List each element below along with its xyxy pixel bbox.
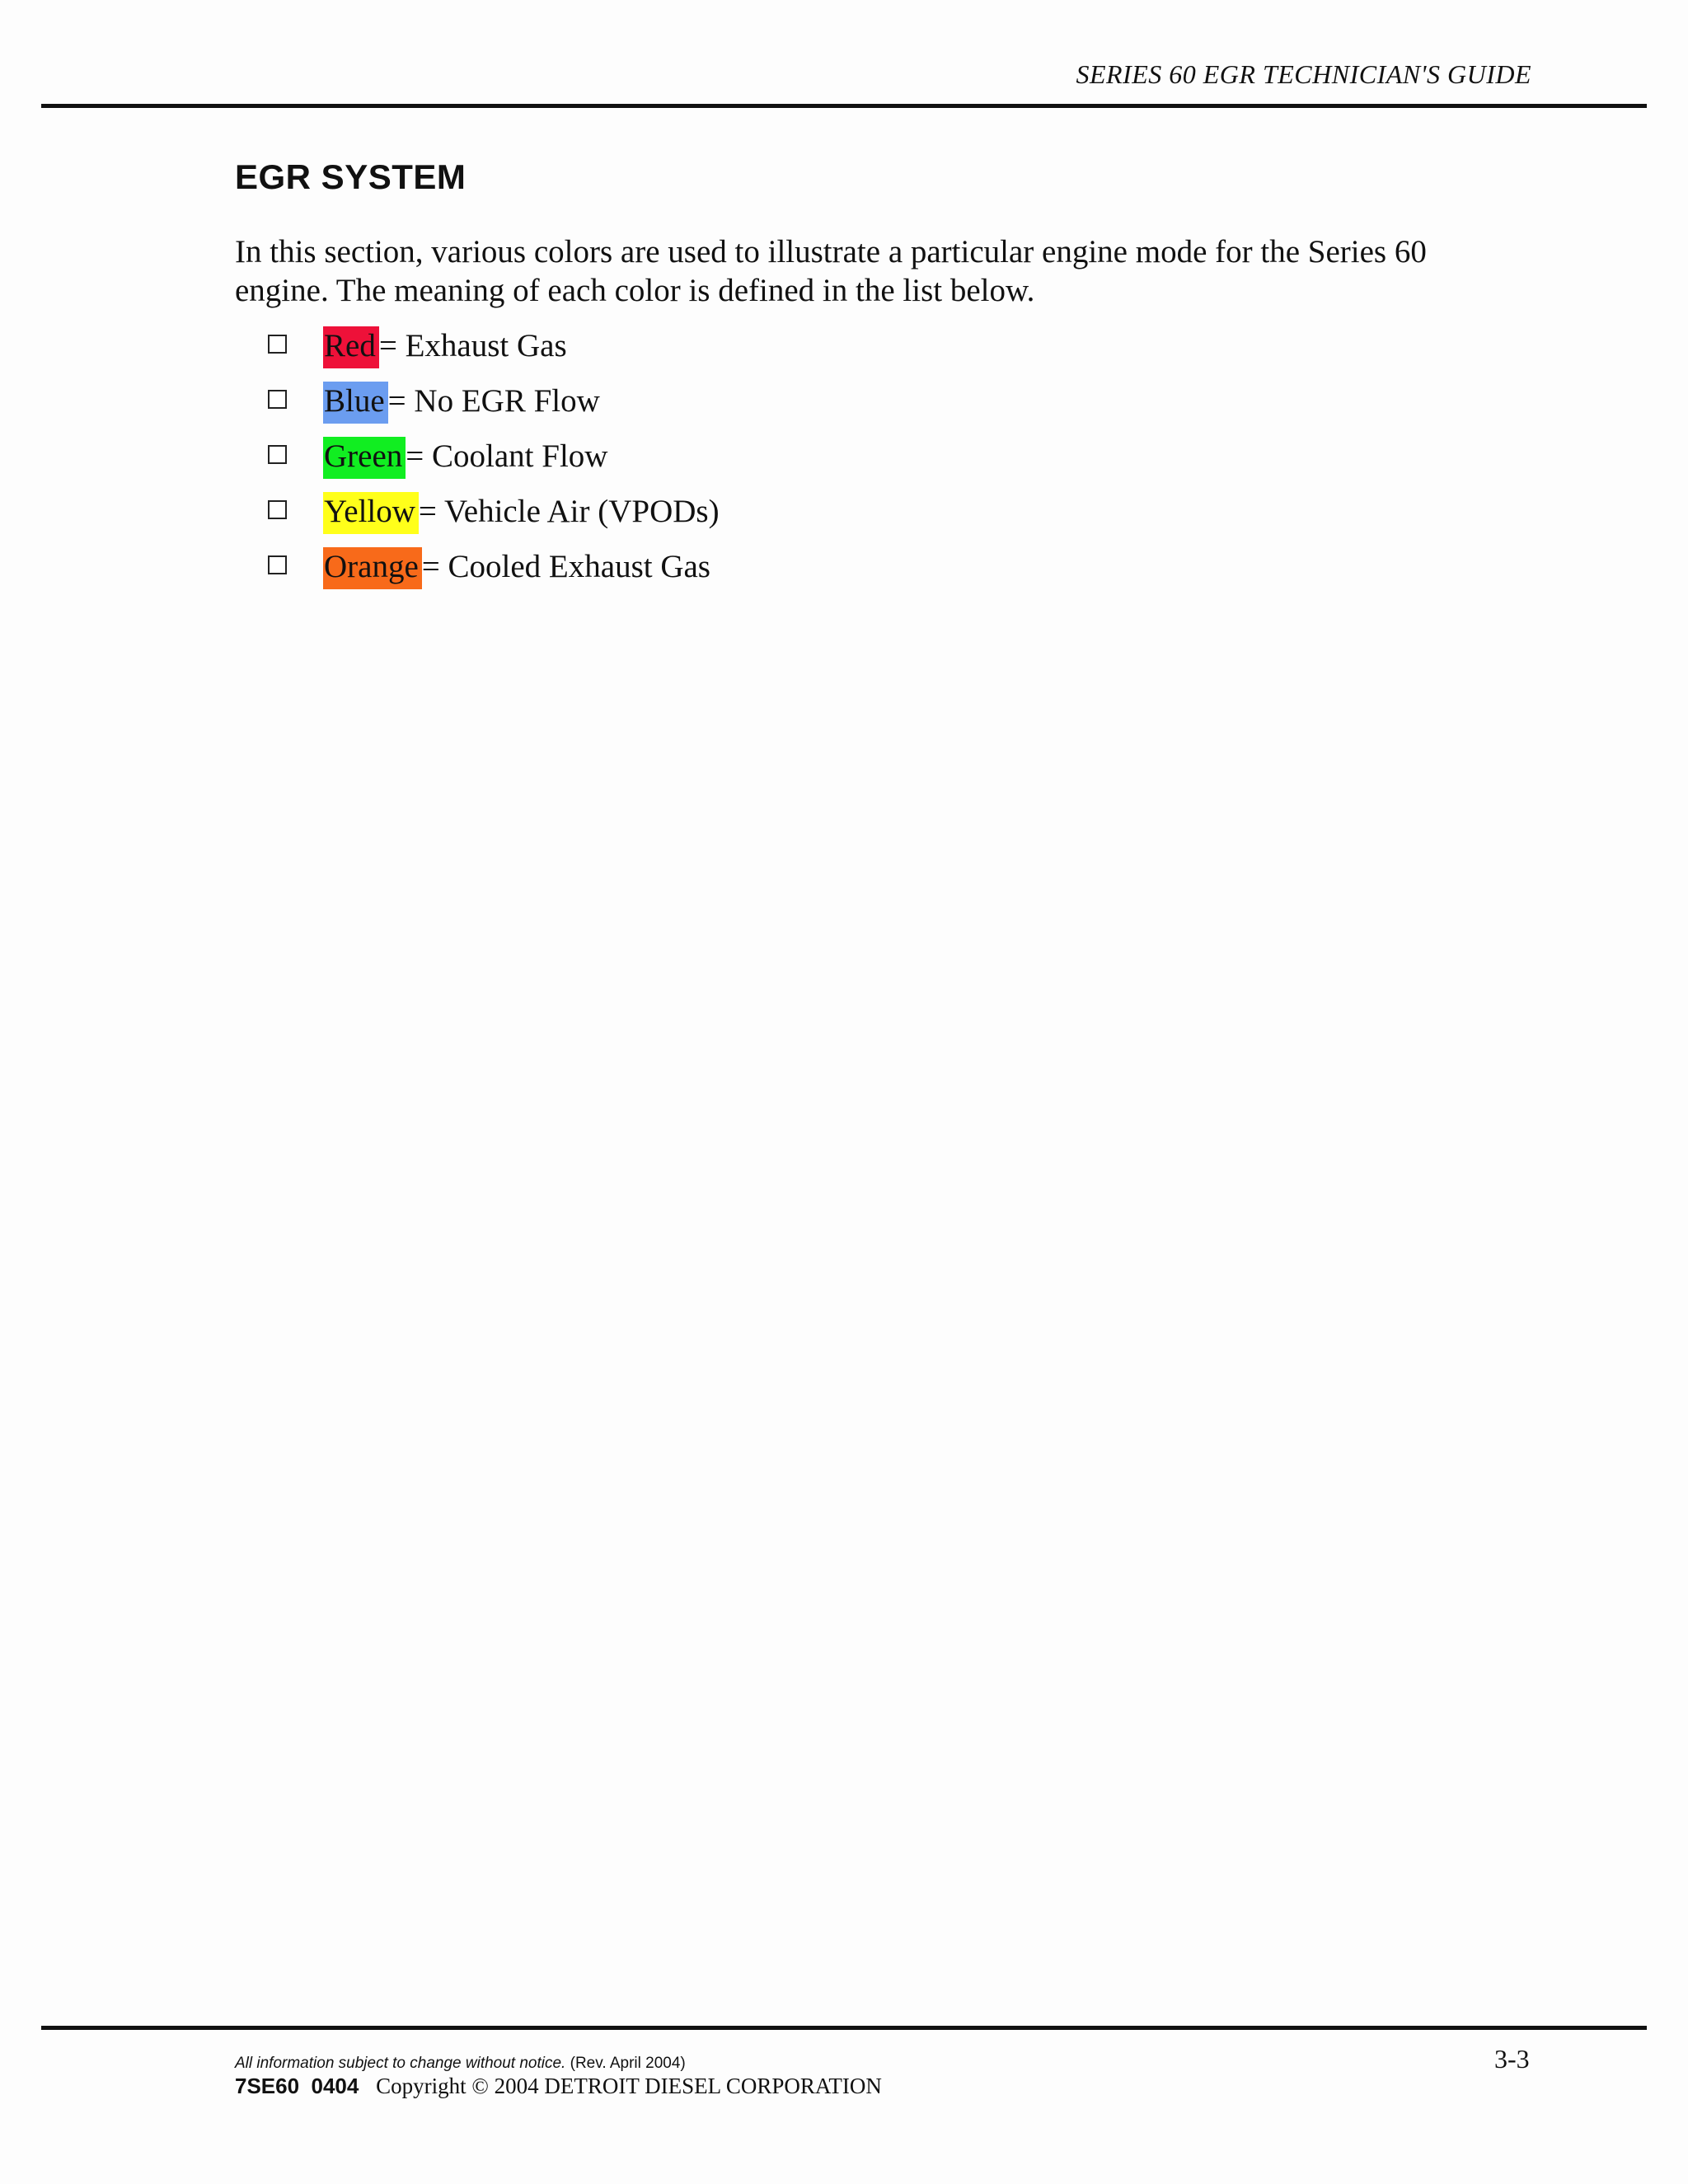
footer-revision: (Rev. April 2004): [570, 2055, 686, 2072]
footer-notice-text: All information subject to change without notice.: [235, 2055, 566, 2072]
footer-copyright: Copyright © 2004 DETROIT DIESEL CORPORATION: [376, 2074, 882, 2098]
legend-item-orange: [268, 547, 720, 602]
page-number: 3-3: [1494, 2044, 1530, 2074]
running-header: SERIES 60 EGR TECHNICIAN'S GUIDE: [1076, 59, 1531, 89]
legend-item-yellow: [268, 492, 720, 547]
color-swatch-label: Red: [323, 326, 379, 368]
legend-meaning: = Coolant Flow: [406, 438, 608, 474]
footer-doc-code: 7SE60 0404: [235, 2074, 359, 2098]
legend-item-red: [268, 326, 720, 382]
checkbox-icon: [268, 390, 287, 409]
checkbox-icon: [268, 445, 287, 464]
color-legend-list: [268, 326, 720, 602]
intro-paragraph: In this section, various colors are used to illustrate a particular engine mode for the Series 60 engine. The meaning of each color is defined in the list below.: [235, 234, 1427, 308]
color-swatch-label: Yellow: [323, 492, 419, 534]
checkbox-icon: [268, 555, 287, 574]
checkbox-icon: [268, 500, 287, 519]
legend-meaning: = Vehicle Air (VPODs): [418, 494, 720, 529]
color-swatch-label: Blue: [323, 382, 388, 424]
header-rule: [41, 104, 1647, 108]
checkbox-icon: [268, 335, 287, 354]
legend-meaning: = Exhaust Gas: [378, 328, 567, 363]
color-swatch-label: Orange: [323, 547, 422, 589]
section-title: EGR SYSTEM: [235, 157, 467, 196]
legend-meaning: = Cooled Exhaust Gas: [421, 549, 710, 584]
legend-meaning: = No EGR Flow: [387, 383, 600, 419]
footer-rule: [41, 2026, 1647, 2030]
legend-item-blue: [268, 382, 720, 437]
legend-item-green: [268, 437, 720, 492]
footer-notice: [235, 2055, 686, 2073]
footer-copyright-line: [235, 2074, 882, 2099]
color-swatch-label: Green: [323, 437, 406, 479]
